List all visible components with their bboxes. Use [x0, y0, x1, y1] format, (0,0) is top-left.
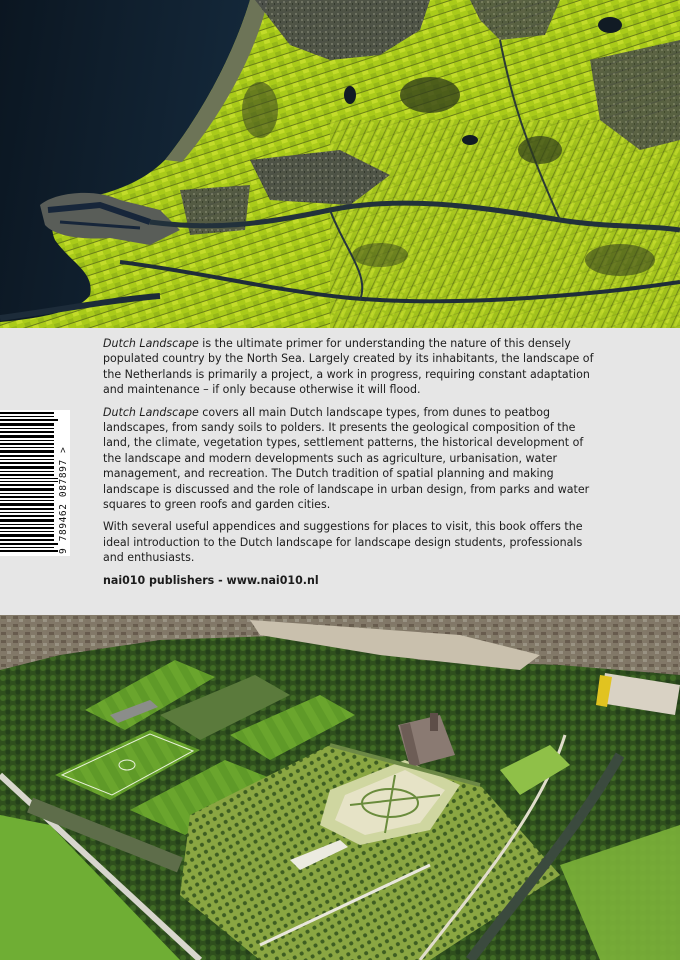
- blurb-paragraph-3: With several useful appendices and suggestions for places to visit, this book offers the ideal introduction to the Dutch landscape for landscape design students, professionals and enthusiasts.: [103, 520, 583, 565]
- paragraph-text: covers all main Dutch landscape types, from dunes to peatbog landscapes, from sandy soils to polders. It presents the geological composition of the land, the climate, vegetation types, settlement patterns, the historical development of the landscape and modern developments such as agriculture, urbanisation, water management, and recreation. The Dutch tradition of spatial planning and making landscape is discussed and the role of landscape in urban design, from parks and water squares to green roofs and garden cities.: [103, 405, 590, 512]
- satellite-image: [0, 0, 680, 328]
- publisher-separator: -: [214, 573, 227, 587]
- paragraph-text: is the ultimate primer for understanding the nature of this densely populated country by the North Sea. Largely created by its inhabitants, the landscape of the Netherlands is primarily a project, a work in progress, requiring constant adaptation and maintenance – if only because otherwise it will flood.: [103, 337, 594, 397]
- publisher-line: [103, 573, 603, 588]
- blurb-paragraph-2: [103, 405, 603, 513]
- aerial-photo: [0, 615, 680, 960]
- book-title: Dutch Landscape: [103, 405, 199, 419]
- publisher-url[interactable]: www.nai010.nl: [226, 573, 319, 587]
- blurb-paragraph-1: [103, 336, 603, 398]
- barcode-digits: 9 789462 087897 >: [58, 446, 69, 554]
- blurb-text: [103, 336, 603, 595]
- blurb-panel: [0, 328, 680, 615]
- publisher-name: nai010 publishers: [103, 573, 215, 587]
- book-title: Dutch Landscape: [103, 337, 199, 350]
